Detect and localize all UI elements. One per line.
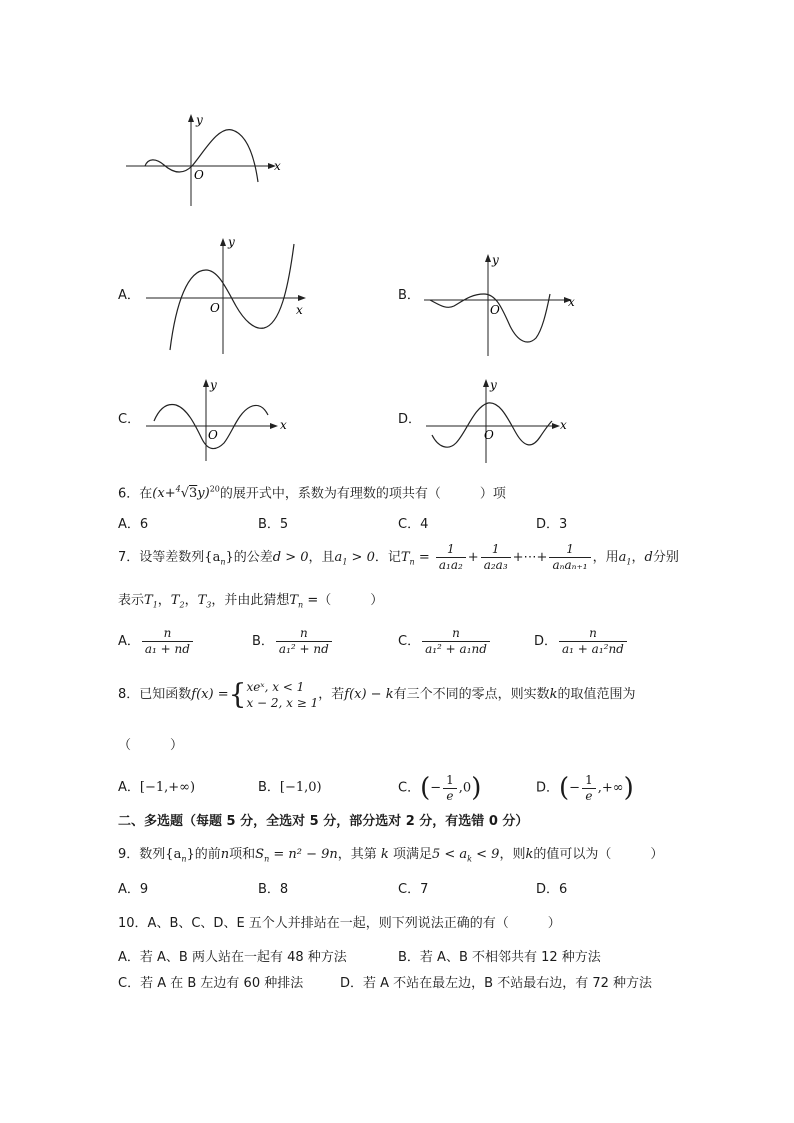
option-value: 3 xyxy=(559,517,568,532)
stem-text: 项满足 xyxy=(392,847,432,862)
q8-option-b[interactable] xyxy=(258,779,322,797)
sequence-symbol xyxy=(165,847,194,862)
t-sub: n xyxy=(298,600,304,610)
a-sub: 1 xyxy=(626,557,632,567)
case-2: x − 2, x ≥ 1 xyxy=(246,695,319,710)
root-symbol: √ xyxy=(180,486,189,502)
t-sym: T xyxy=(170,593,180,608)
x-label: x xyxy=(568,295,575,309)
s-sub: n xyxy=(264,854,270,864)
option-letter: A． xyxy=(118,517,140,532)
question-number: 9． xyxy=(118,847,140,862)
option-text: 若 A、B 不相邻共有 12 种方法 xyxy=(419,950,601,965)
question-8-answer-paren: （ ） xyxy=(118,738,184,753)
t-sub: n xyxy=(409,557,415,567)
option-fraction xyxy=(142,626,193,657)
sum-formula xyxy=(255,847,338,862)
t-sym: T xyxy=(197,593,207,608)
fraction-3 xyxy=(549,542,590,573)
question-number: 8． xyxy=(118,687,140,702)
question-8-stem xyxy=(118,677,636,713)
y-label: y xyxy=(492,253,499,267)
binomial-expression xyxy=(152,486,220,501)
q8-option-c[interactable] xyxy=(398,770,481,807)
q8-option-a[interactable] xyxy=(118,779,195,797)
stem-text: A、B、C、D、E 五个人并排站在一起，则下列说法正确的有（ ） xyxy=(147,916,561,931)
q10-option-a[interactable] xyxy=(118,949,347,967)
frac-den: e xyxy=(585,788,593,803)
option-value: 7 xyxy=(420,882,429,897)
q7-option-d[interactable] xyxy=(534,625,629,659)
option-letter: B． xyxy=(252,634,274,649)
option-letter: A． xyxy=(118,950,140,965)
option-letter: B． xyxy=(398,950,420,965)
option-value: 9 xyxy=(139,882,149,897)
a-sym: a xyxy=(618,550,627,565)
frac-num: n xyxy=(142,626,193,642)
option-letter: B． xyxy=(258,780,280,795)
y-label: y xyxy=(196,113,203,127)
paren-open: ( xyxy=(420,773,431,803)
t2 xyxy=(171,593,185,608)
main-graph xyxy=(120,110,290,210)
question-number: 7． xyxy=(118,550,140,565)
option-letter: D． xyxy=(340,976,364,991)
frac-num: 1 xyxy=(443,773,457,789)
paren-open: ( xyxy=(559,773,570,803)
question-9-stem xyxy=(118,846,663,869)
t-sym: T xyxy=(400,550,410,565)
option-letter: B． xyxy=(258,882,280,897)
tn xyxy=(289,593,303,608)
stem-text: ， xyxy=(631,550,645,565)
option-letter: C． xyxy=(398,517,421,532)
stem-text: 项和 xyxy=(229,847,256,862)
q6-option-b[interactable] xyxy=(258,516,288,534)
stem-text: 已知函数 xyxy=(139,687,192,702)
q9-option-a[interactable] xyxy=(118,881,148,899)
x-label: x xyxy=(280,418,287,432)
cond-rest: < 9 xyxy=(472,847,500,862)
s-rest: = n² − 9n xyxy=(269,847,338,862)
seq-a: {a xyxy=(165,847,182,862)
stem-text: ，用 xyxy=(592,550,619,565)
option-value: [−1,+∞) xyxy=(139,780,196,795)
graph-option-a[interactable] xyxy=(140,230,315,360)
option-value: 4 xyxy=(420,517,429,532)
x-arrow xyxy=(298,295,306,301)
stem-text: 的公差 xyxy=(233,550,273,565)
frac-den: aₙaₙ₊₁ xyxy=(552,558,588,572)
question-10-stem xyxy=(118,915,561,933)
option-letter: D． xyxy=(536,517,560,532)
cond-sub: k xyxy=(467,854,473,864)
q9-option-c[interactable] xyxy=(398,881,428,899)
option-text: 若 A 不站在最左边，B 不站最右边，有 72 种方法 xyxy=(363,976,653,991)
question-7-stem-line2 xyxy=(118,592,383,615)
x-arrow xyxy=(552,423,560,429)
seq-sub: n xyxy=(181,854,187,864)
stem-prefix: 在 xyxy=(139,486,153,502)
option-fraction xyxy=(582,773,596,804)
question-number: 6． xyxy=(118,486,140,502)
graph-option-c[interactable] xyxy=(140,375,295,465)
x-arrow xyxy=(270,423,278,429)
question-7-stem-line1 xyxy=(118,541,679,580)
fraction-2 xyxy=(481,542,511,573)
stem-text: =（ ） xyxy=(303,593,384,608)
k-var: k xyxy=(549,687,558,702)
tn-def xyxy=(400,542,593,572)
option-letter: C． xyxy=(398,882,421,897)
option-fraction xyxy=(276,626,332,657)
stem-text: 的取值范围为 xyxy=(557,687,636,702)
option-letter: B． xyxy=(258,517,280,532)
t-sym: T xyxy=(144,593,153,608)
seq-close: } xyxy=(225,550,234,565)
y-arrow xyxy=(220,238,226,246)
stem-text: 分别 xyxy=(652,550,679,565)
t1 xyxy=(144,593,158,608)
frac-num: n xyxy=(276,626,332,642)
paren-close: ) xyxy=(471,773,482,803)
frac-num: n xyxy=(422,626,490,642)
graph-option-d[interactable] xyxy=(420,375,575,470)
option-value: 6 xyxy=(139,517,149,532)
origin-label: O xyxy=(208,428,218,442)
condition xyxy=(432,847,499,862)
x-label: x xyxy=(296,303,303,317)
t-sub: 2 xyxy=(179,600,185,610)
stem-text: ，且 xyxy=(308,550,335,565)
k-var: k xyxy=(525,847,534,862)
option-text: 若 A、B 两人站在一起有 48 种方法 xyxy=(139,950,347,965)
sequence-symbol xyxy=(204,550,233,565)
option-fraction xyxy=(443,773,457,804)
q9-option-d[interactable] xyxy=(536,881,567,899)
option-letter: D． xyxy=(534,634,558,649)
k-var: k xyxy=(376,847,393,862)
graph-option-a-letter[interactable]: A． xyxy=(118,288,140,303)
option-letter: D． xyxy=(536,882,560,897)
q10-option-d[interactable] xyxy=(340,975,652,993)
option-value: [−1,0) xyxy=(279,780,322,795)
stem-text: ，若 xyxy=(318,687,345,702)
dots: +⋯+ xyxy=(512,550,548,565)
option-letter: C． xyxy=(398,780,421,796)
fraction-1 xyxy=(436,542,466,573)
origin-label: O xyxy=(194,168,204,182)
expr-open: (x+ xyxy=(152,486,176,502)
piecewise-brace: { xyxy=(228,677,247,711)
paren-close: ) xyxy=(623,773,634,803)
frac-den: e xyxy=(446,788,454,803)
option-rest: ,+∞ xyxy=(597,780,624,796)
function-name: f(x) = xyxy=(191,687,229,702)
frac-den: a₁² + a₁nd xyxy=(425,642,487,656)
function-curve xyxy=(170,244,294,350)
origin-label: O xyxy=(490,303,500,317)
frac-den: a₁ + nd xyxy=(144,642,190,656)
separator: ， xyxy=(157,593,171,608)
frac-den: a₁ + a₁²nd xyxy=(562,642,624,656)
x-label: x xyxy=(560,418,567,432)
option-value: 6 xyxy=(559,882,568,897)
q7-option-b[interactable] xyxy=(252,625,334,659)
piecewise-cases xyxy=(246,679,318,711)
expression: f(x) − k xyxy=(344,687,394,702)
cond-a: 5 < a xyxy=(431,847,468,862)
option-value: 8 xyxy=(279,882,289,897)
q7-option-c[interactable] xyxy=(398,625,492,659)
stem-text: ，其第 xyxy=(337,847,377,862)
plus: + xyxy=(467,550,479,565)
y-label: y xyxy=(210,378,217,392)
a-sym: a xyxy=(334,550,343,565)
stem-text: 设等差数列 xyxy=(139,550,205,565)
option-letter: A． xyxy=(118,882,140,897)
expr-close: y) xyxy=(197,486,210,502)
frac-num: n xyxy=(559,626,627,642)
root-index: 4 xyxy=(175,485,181,494)
frac-num: 1 xyxy=(582,773,596,789)
t-sub: 3 xyxy=(206,600,212,610)
y-arrow xyxy=(203,379,209,387)
option-letter: C． xyxy=(398,634,421,649)
condition-a1 xyxy=(335,550,375,565)
case-1: xeˣ, x < 1 xyxy=(246,679,305,694)
option-rest: ,0 xyxy=(458,780,472,796)
option-letter: D． xyxy=(536,780,560,796)
origin-label: O xyxy=(484,428,494,442)
stem-text: ，并由此猜想 xyxy=(211,593,290,608)
frac-den: a₂a₃ xyxy=(483,558,508,572)
use-a1 xyxy=(619,550,632,565)
root-argument: 3 xyxy=(188,486,198,502)
a-sub: 1 xyxy=(342,557,348,567)
condition-d: d > 0 xyxy=(272,550,309,565)
stem-text: ．记 xyxy=(374,550,401,565)
stem-text: ，则 xyxy=(499,847,526,862)
graph-option-d-letter[interactable]: D． xyxy=(398,412,422,427)
y-label: y xyxy=(228,235,235,249)
exponent: 20 xyxy=(209,485,220,494)
seq-a: {a xyxy=(204,550,221,565)
origin-label: O xyxy=(210,301,220,315)
use-d: d xyxy=(644,550,653,565)
graph-option-b-letter[interactable]: B． xyxy=(398,288,420,303)
question-6-stem xyxy=(118,481,506,503)
graph-option-b[interactable] xyxy=(420,250,585,360)
q6-option-c[interactable] xyxy=(398,516,428,534)
minus-sign: − xyxy=(430,780,442,796)
option-fraction xyxy=(422,626,490,657)
stem-text: 的展开式中，系数为有理数的项共有（ ）项 xyxy=(219,486,506,502)
seq-close: } xyxy=(186,847,195,862)
option-value: 5 xyxy=(279,517,289,532)
minus-sign: − xyxy=(569,780,581,796)
option-letter: A． xyxy=(118,780,140,795)
q10-option-c[interactable] xyxy=(118,975,303,993)
n-var: n xyxy=(220,847,230,862)
stem-text: 的值可以为（ ） xyxy=(533,847,664,862)
eq: = xyxy=(414,550,434,565)
frac-den: a₁a₂ xyxy=(438,558,463,572)
a-rest: > 0 xyxy=(347,550,375,565)
t-sym: T xyxy=(289,593,299,608)
y-arrow xyxy=(188,114,194,122)
option-fraction xyxy=(559,626,627,657)
q7-option-a[interactable] xyxy=(118,625,195,659)
function-curve xyxy=(430,294,550,342)
q6-option-a[interactable] xyxy=(118,516,148,534)
frac-num: 1 xyxy=(481,542,511,558)
t3 xyxy=(198,593,212,608)
stem-text: 数列 xyxy=(139,847,166,862)
option-letter: A． xyxy=(118,634,140,649)
q10-option-b[interactable] xyxy=(398,949,601,967)
frac-num: 1 xyxy=(549,542,590,558)
stem-text: 表示 xyxy=(118,593,145,608)
frac-num: 1 xyxy=(436,542,466,558)
y-arrow xyxy=(483,379,489,387)
section-heading: 二、多选题（每题 5 分，全选对 5 分，部分选对 2 分，有选错 0 分） xyxy=(118,814,529,829)
seq-sub: n xyxy=(220,557,226,567)
separator: ， xyxy=(184,593,198,608)
s-sym: S xyxy=(255,847,265,862)
stem-text: 的前 xyxy=(194,847,221,862)
y-label: y xyxy=(490,378,497,392)
y-arrow xyxy=(485,254,491,262)
stem-text: 有三个不同的零点，则实数 xyxy=(393,687,550,702)
x-label: x xyxy=(274,159,281,173)
frac-den: a₁² + nd xyxy=(278,642,329,656)
q9-option-b[interactable] xyxy=(258,881,288,899)
q8-option-d[interactable] xyxy=(536,770,634,807)
q6-option-d[interactable] xyxy=(536,516,567,534)
option-letter: C． xyxy=(118,976,141,991)
t-sub: 1 xyxy=(152,600,158,610)
question-number: 10． xyxy=(118,916,148,931)
option-text: 若 A 在 B 左边有 60 种排法 xyxy=(140,976,304,991)
graph-option-c-letter[interactable]: C． xyxy=(118,412,141,427)
